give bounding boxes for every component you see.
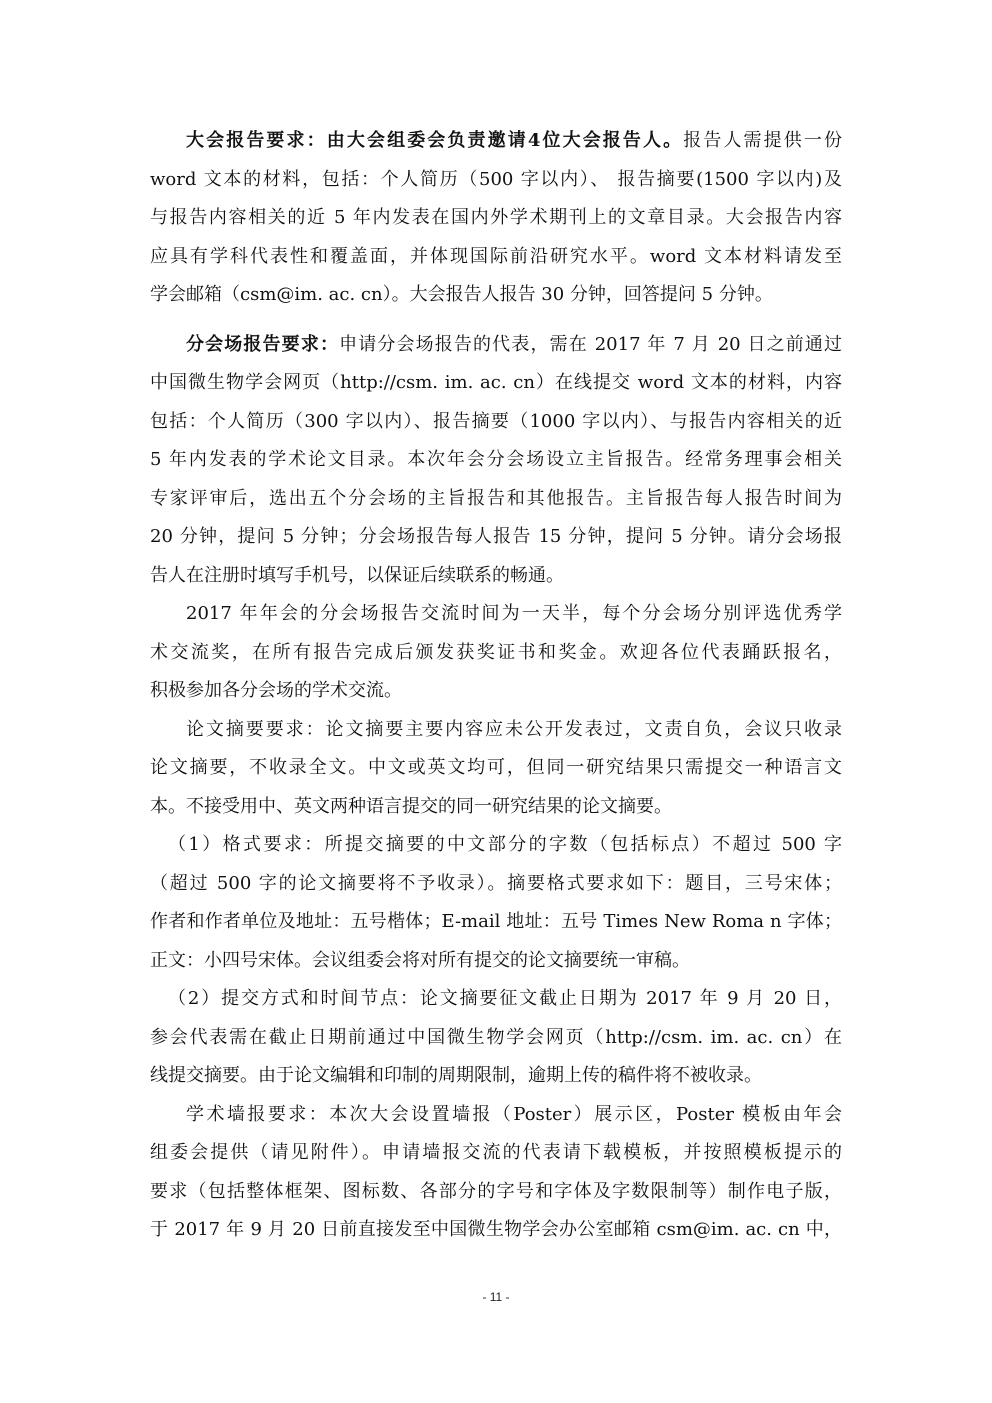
text-line: 本。不接受用中、英文两种语言提交的同一研究结果的论文摘要。 <box>150 795 672 817</box>
paragraph-lead: 分会场报告要求： <box>186 333 340 355</box>
text-line: 参会代表需在截止日期前通过中国微生物学会网页（http://csm. im. ac. cn）在 <box>150 1026 842 1048</box>
text-line: 要求（包括整体框架、图标数、各部分的字号和字体及字数限制等）制作电子版， <box>150 1180 842 1202</box>
text-line: 2017 年年会的分会场报告交流时间为一天半，每个分会场分别评选优秀学 <box>186 603 842 624</box>
paragraph-lead: 大会报告要求：由大会组委会负责邀请4位大会报告人。 <box>186 130 684 151</box>
paragraph-poster-requirements <box>150 1096 842 1250</box>
text-line: 论文摘要，不收录全文。中文或英文均可，但同一研究结果只需提交一种语言文 <box>150 757 842 778</box>
text-line: 学会邮箱（csm@im. ac. cn）。大会报告人报告 30 分钟，回答提问 5 分钟。 <box>150 284 773 305</box>
paragraph-abstract-requirements <box>150 711 842 827</box>
text-run: 申请分会场报告的代表，需在 2017 年 7 月 20 日之前通过 <box>339 333 842 355</box>
text-line: 5 年内发表的学术论文目录。本次年会分会场设立主旨报告。经常务理事会相关 <box>150 449 842 470</box>
text-line: 专家评审后，选出五个分会场的主旨报告和其他报告。主旨报告每人报告时间为 <box>150 487 842 509</box>
text-line: 应具有学科代表性和覆盖面，并体现国际前沿研究水平。word 文本材料请发至 <box>150 245 842 267</box>
text-line: 论文摘要要求：论文摘要主要内容应未公开发表过，文责自负，会议只收录 <box>186 718 842 740</box>
text-line: 包括：个人简历（300 字以内）、报告摘要（1000 字以内）、与报告内容相关的近 <box>150 410 842 432</box>
paragraph-format-requirements <box>150 826 842 980</box>
text-run: 报告人需提供一份 <box>683 130 842 151</box>
text-line: 术交流奖，在所有报告完成后颁发获奖证书和奖金。欢迎各位代表踊跃报名， <box>150 641 842 663</box>
text-line: 学术墙报要求：本次大会设置墙报（Poster）展示区，Poster 模板由年会 <box>186 1103 842 1125</box>
text-line: 中国微生物学会网页（http://csm. im. ac. cn）在线提交 word 文本的材料，内容 <box>150 372 842 393</box>
text-line <box>150 122 842 161</box>
text-line: 组委会提供（请见附件）。申请墙报交流的代表请下载模板，并按照模板提示的 <box>150 1142 842 1163</box>
text-line: （1）格式要求：所提交摘要的中文部分的字数（包括标点）不超过 500 字 <box>168 834 842 855</box>
text-line: （超过 500 字的论文摘要将不予收录）。摘要格式要求如下：题目，三号宋体； <box>150 872 842 894</box>
text-line: 告人在注册时填写手机号，以保证后续联系的畅通。 <box>150 564 564 586</box>
text-line <box>150 326 842 365</box>
text-line: 于 2017 年 9 月 20 日前直接发至中国微生物学会办公室邮箱 csm@im. ac. cn 中， <box>150 1219 842 1240</box>
text-line: 正文：小四号宋体。会议组委会将对所有提交的论文摘要统一审稿。 <box>150 949 690 971</box>
paragraph-submission-deadline <box>150 980 842 1096</box>
text-line: 20 分钟，提问 5 分钟；分会场报告每人报告 15 分钟，提问 5 分钟。请分会场报 <box>150 526 842 547</box>
text-line: （2）提交方式和时间节点：论文摘要征文截止日期为 2017 年 9 月 20 日， <box>168 988 842 1009</box>
paragraph-awards <box>150 595 842 711</box>
text-line: word 文本的材料，包括：个人简历（500 字以内）、 报告摘要(1500 字以内)及 <box>150 168 842 190</box>
page-number: - 11 - <box>482 1290 510 1304</box>
paragraph-plenary-report <box>150 122 842 315</box>
document-body <box>150 122 842 1250</box>
text-line: 积极参加各分会场的学术交流。 <box>150 680 402 701</box>
text-line: 与报告内容相关的近 5 年内发表在国内外学术期刊上的文章目录。大会报告内容 <box>150 207 842 228</box>
text-line: 线提交摘要。由于论文编辑和印制的周期限制，逾期上传的稿件将不被收录。 <box>150 1065 762 1086</box>
paragraph-session-report <box>150 326 842 596</box>
text-line: 作者和作者单位及地址：五号楷体；E-mail 地址：五号 Times New Roma n 字体； <box>150 911 842 932</box>
